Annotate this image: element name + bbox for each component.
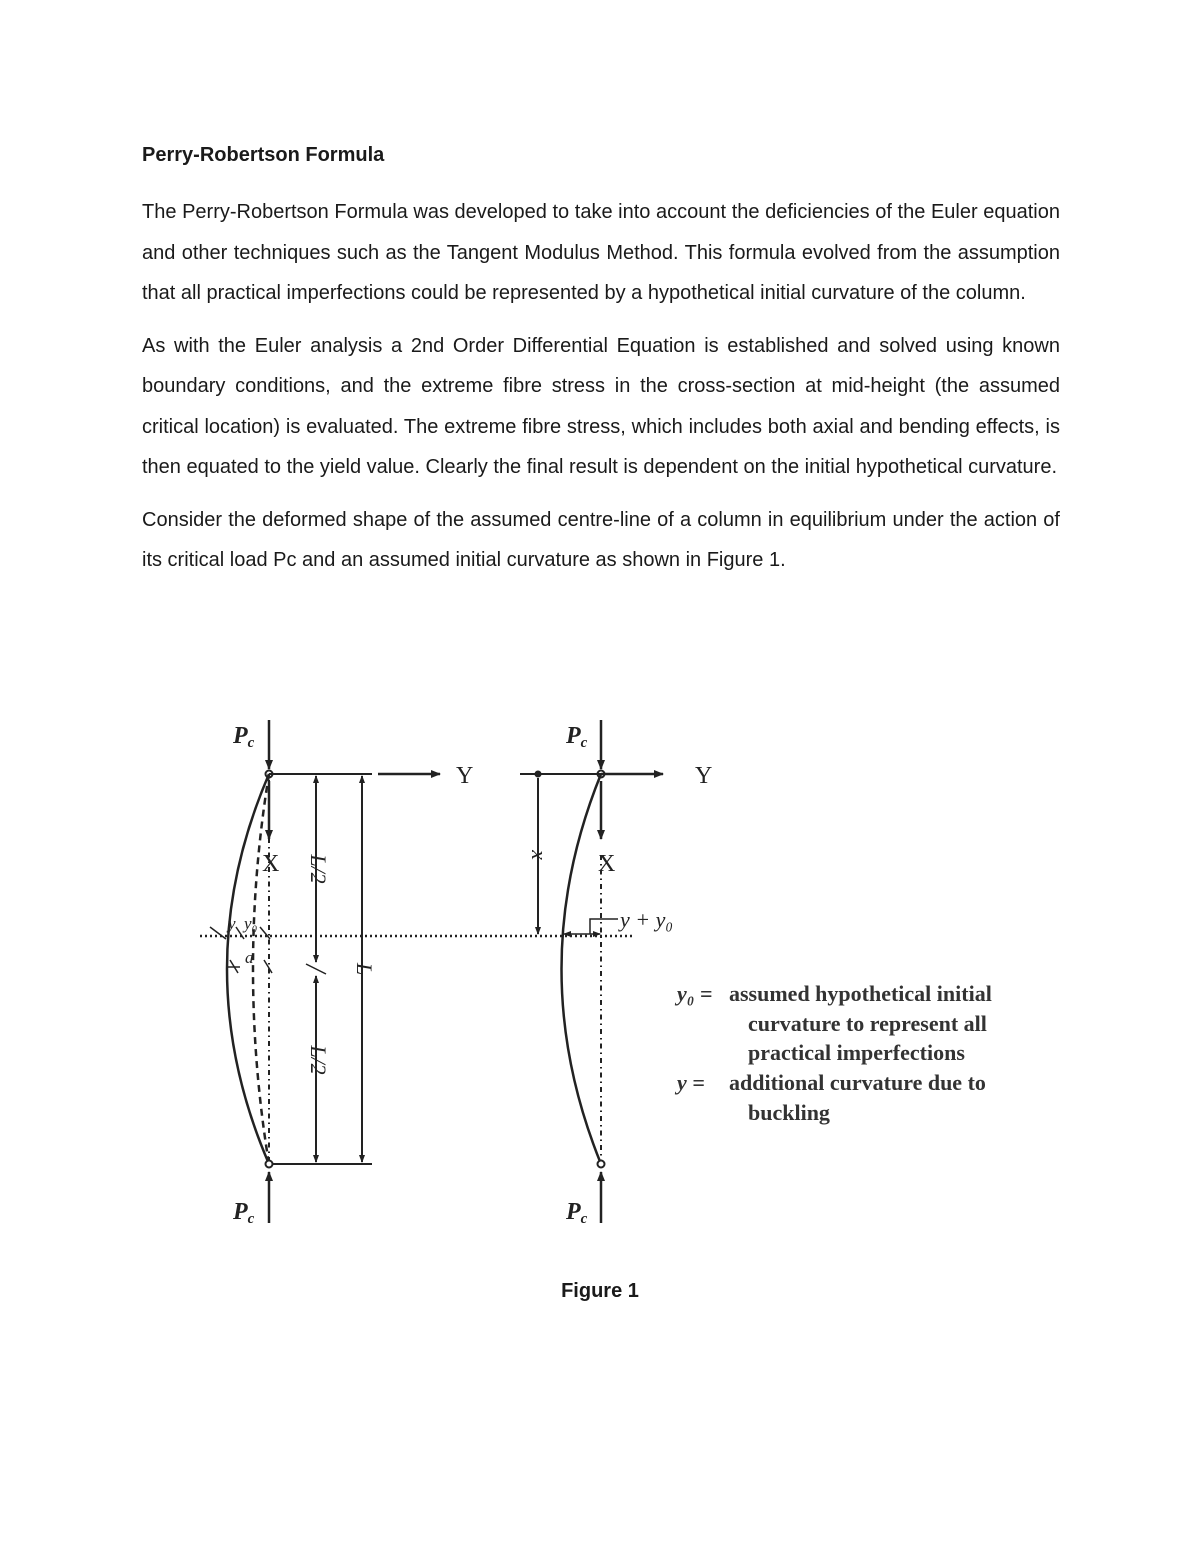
left-column: [210, 720, 473, 1227]
right-x-dimension-label: x: [527, 850, 552, 860]
left-y-label: y: [228, 914, 236, 933]
right-deflected-shape: [562, 774, 602, 1164]
right-x-axis-label: X: [598, 851, 616, 877]
legend-y0-line-1: assumed hypothetical initial: [729, 981, 992, 1006]
paragraph-2: As with the Euler analysis a 2nd Order Differential Equation is established and solved using known boundary conditions, and the extreme fibre stress in the cross-section at mid-height (the assumed critical location) is evaluated. The extreme fibre stress, which includes both axial and bending effects, is then equated to the yield value. Clearly the final result is dependent on the initial hypothetical curvature.: [142, 334, 1060, 478]
document-heading: Perry-Robertson Formula: [142, 144, 385, 166]
figure-legend: [674, 981, 992, 1125]
right-bottom-load-label: Pc: [566, 1199, 588, 1227]
left-upper-half-label: L/2: [306, 854, 331, 884]
right-origin-dot: [535, 771, 542, 778]
right-bottom-pin: [598, 1161, 605, 1168]
left-length-label: L: [352, 962, 377, 976]
legend-y-line-1: additional curvature due to: [729, 1070, 986, 1095]
left-bottom-load-label: Pc: [233, 1199, 255, 1227]
left-bottom-pin: [266, 1161, 273, 1168]
left-y0-label: y₀: [244, 914, 258, 933]
document-body: [142, 140, 1060, 593]
legend-y0-symbol: y₀ =: [677, 981, 713, 1006]
left-deflected-shape: [227, 774, 269, 1164]
figure-caption: Figure 1: [561, 1280, 639, 1302]
right-total-deflection-label: y + y₀: [620, 907, 674, 932]
figure-1: [190, 705, 1050, 1245]
right-column: [520, 720, 712, 1227]
column-diagram: [190, 705, 1050, 1245]
legend-y-line-2: buckling: [748, 1100, 830, 1125]
left-midpoint-tick: [306, 964, 326, 974]
legend-y-symbol: y =: [677, 1070, 705, 1095]
left-x-axis-label: X: [262, 851, 280, 877]
left-y-tick-1: [210, 927, 226, 939]
left-top-load-label: Pc: [233, 723, 255, 751]
left-lower-half-label: L/2: [306, 1045, 331, 1075]
paragraph-1: The Perry-Robertson Formula was developed to take into account the deficiencies of the Euler equation and other techniques such as the Tangent Modulus Method. This formula evolved from the assumption that all practical imperfections could be represented by a hypothetical initial curvature of the column.: [142, 201, 1060, 304]
left-y-axis-label: Y: [456, 763, 474, 789]
right-top-load-label: Pc: [566, 723, 588, 751]
legend-y0-line-2: curvature to represent all: [748, 1011, 987, 1036]
left-initial-curvature: [253, 774, 269, 1164]
left-a-label: a: [245, 948, 254, 967]
legend-y0-line-3: practical imperfections: [748, 1040, 965, 1065]
right-y-axis-label: Y: [695, 763, 713, 789]
paragraph-3: Consider the deformed shape of the assumed centre-line of a column in equilibrium under the action of its critical load Pc and an assumed initial curvature as shown in Figure 1.: [142, 508, 1060, 571]
